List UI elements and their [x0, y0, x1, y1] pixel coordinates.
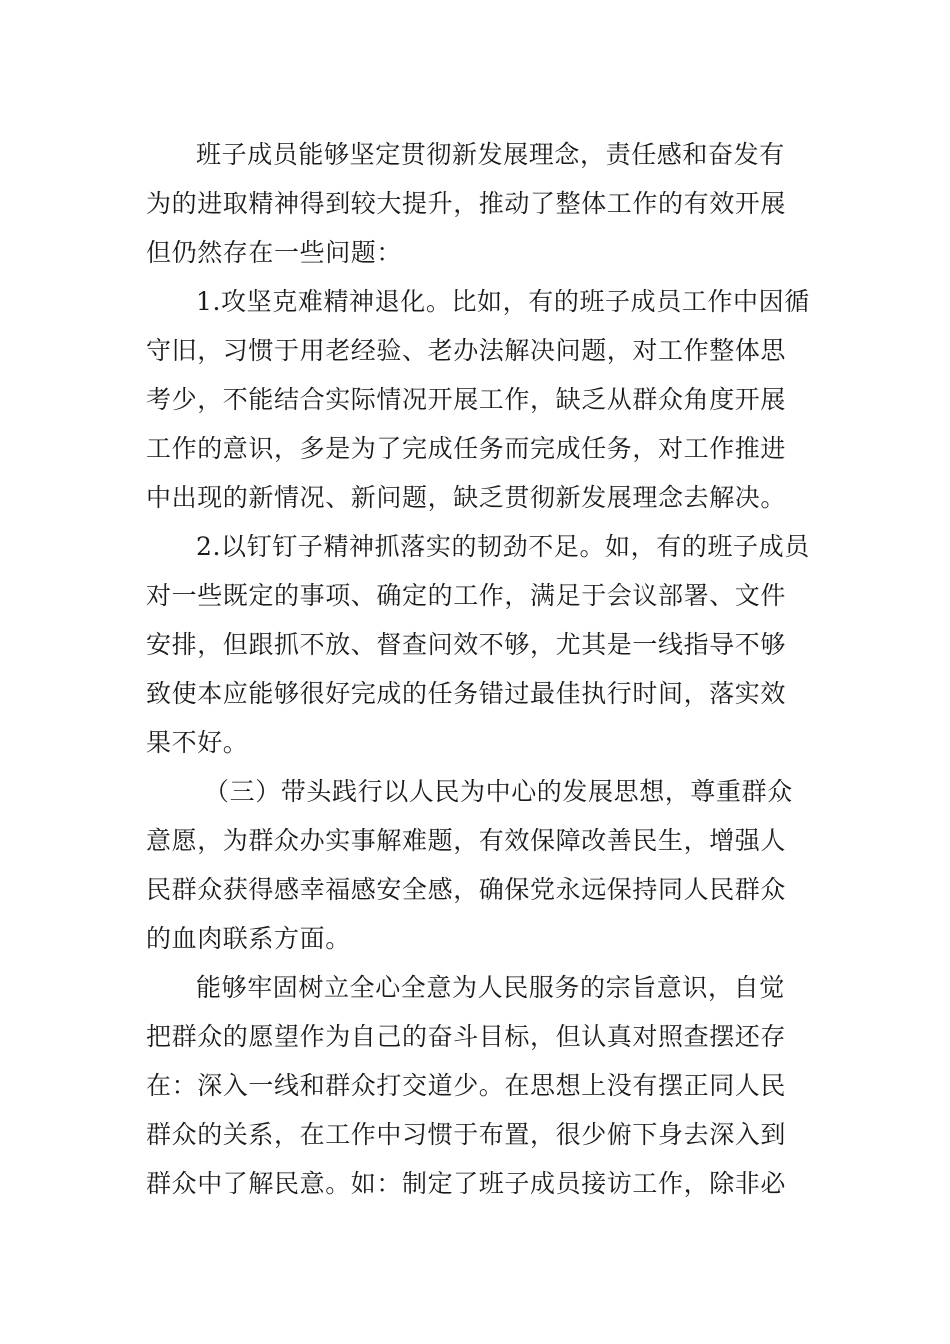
- paragraph-p1: [146, 130, 816, 277]
- paragraph-p5: [146, 963, 816, 1208]
- paragraph-line: 对一些既定的事项、确定的工作，满足于会议部署、文件: [146, 581, 787, 610]
- paragraph-line: 考少，不能结合实际情况开展工作，缺乏从群众角度开展: [146, 385, 787, 414]
- paragraph-line: 1.攻坚克难精神退化。比如，有的班子成员工作中因循: [196, 287, 810, 316]
- paragraph-line: 把群众的愿望作为自己的奋斗目标，但认真对照查摆还存: [146, 1022, 787, 1051]
- paragraph-line: 群众中了解民意。如：制定了班子成员接访工作，除非必: [146, 1169, 787, 1198]
- paragraph-p4: [146, 767, 816, 963]
- paragraph-line: （三）带头践行以人民为中心的发展思想，尊重群众: [204, 777, 793, 806]
- paragraph-line: 工作的意识，多是为了完成任务而完成任务，对工作推进: [146, 434, 787, 463]
- paragraph-p2: [146, 277, 816, 522]
- paragraph-line: 中出现的新情况、新问题，缺乏贯彻新发展理念去解决。: [146, 483, 787, 512]
- paragraph-line: 意愿，为群众办实事解难题，有效保障改善民生，增强人: [146, 826, 787, 855]
- paragraph-line: 2.以钉钉子精神抓落实的韧劲不足。如，有的班子成员: [196, 532, 810, 561]
- document-body: [146, 130, 816, 1208]
- paragraph-line: 为的进取精神得到较大提升，推动了整体工作的有效开展: [146, 189, 787, 218]
- paragraph-p3: [146, 522, 816, 767]
- paragraph-line: 守旧，习惯于用老经验、老办法解决问题，对工作整体思: [146, 336, 787, 365]
- paragraph-line: 群众的关系，在工作中习惯于布置，很少俯下身去深入到: [146, 1120, 787, 1149]
- paragraph-line: 在：深入一线和群众打交道少。在思想上没有摆正同人民: [146, 1071, 787, 1100]
- paragraph-line: 能够牢固树立全心全意为人民服务的宗旨意识，自觉: [196, 973, 785, 1002]
- paragraph-line: 安排，但跟抓不放、督查问效不够，尤其是一线指导不够: [146, 630, 787, 659]
- paragraph-line: 班子成员能够坚定贯彻新发展理念，责任感和奋发有: [196, 140, 785, 169]
- paragraph-line: 致使本应能够很好完成的任务错过最佳执行时间，落实效: [146, 679, 787, 708]
- paragraph-line: 果不好。: [146, 728, 249, 757]
- paragraph-line: 的血肉联系方面。: [146, 924, 351, 953]
- paragraph-line: 但仍然存在一些问题：: [146, 238, 403, 267]
- paragraph-line: 民群众获得感幸福感安全感，确保党永远保持同人民群众: [146, 875, 787, 904]
